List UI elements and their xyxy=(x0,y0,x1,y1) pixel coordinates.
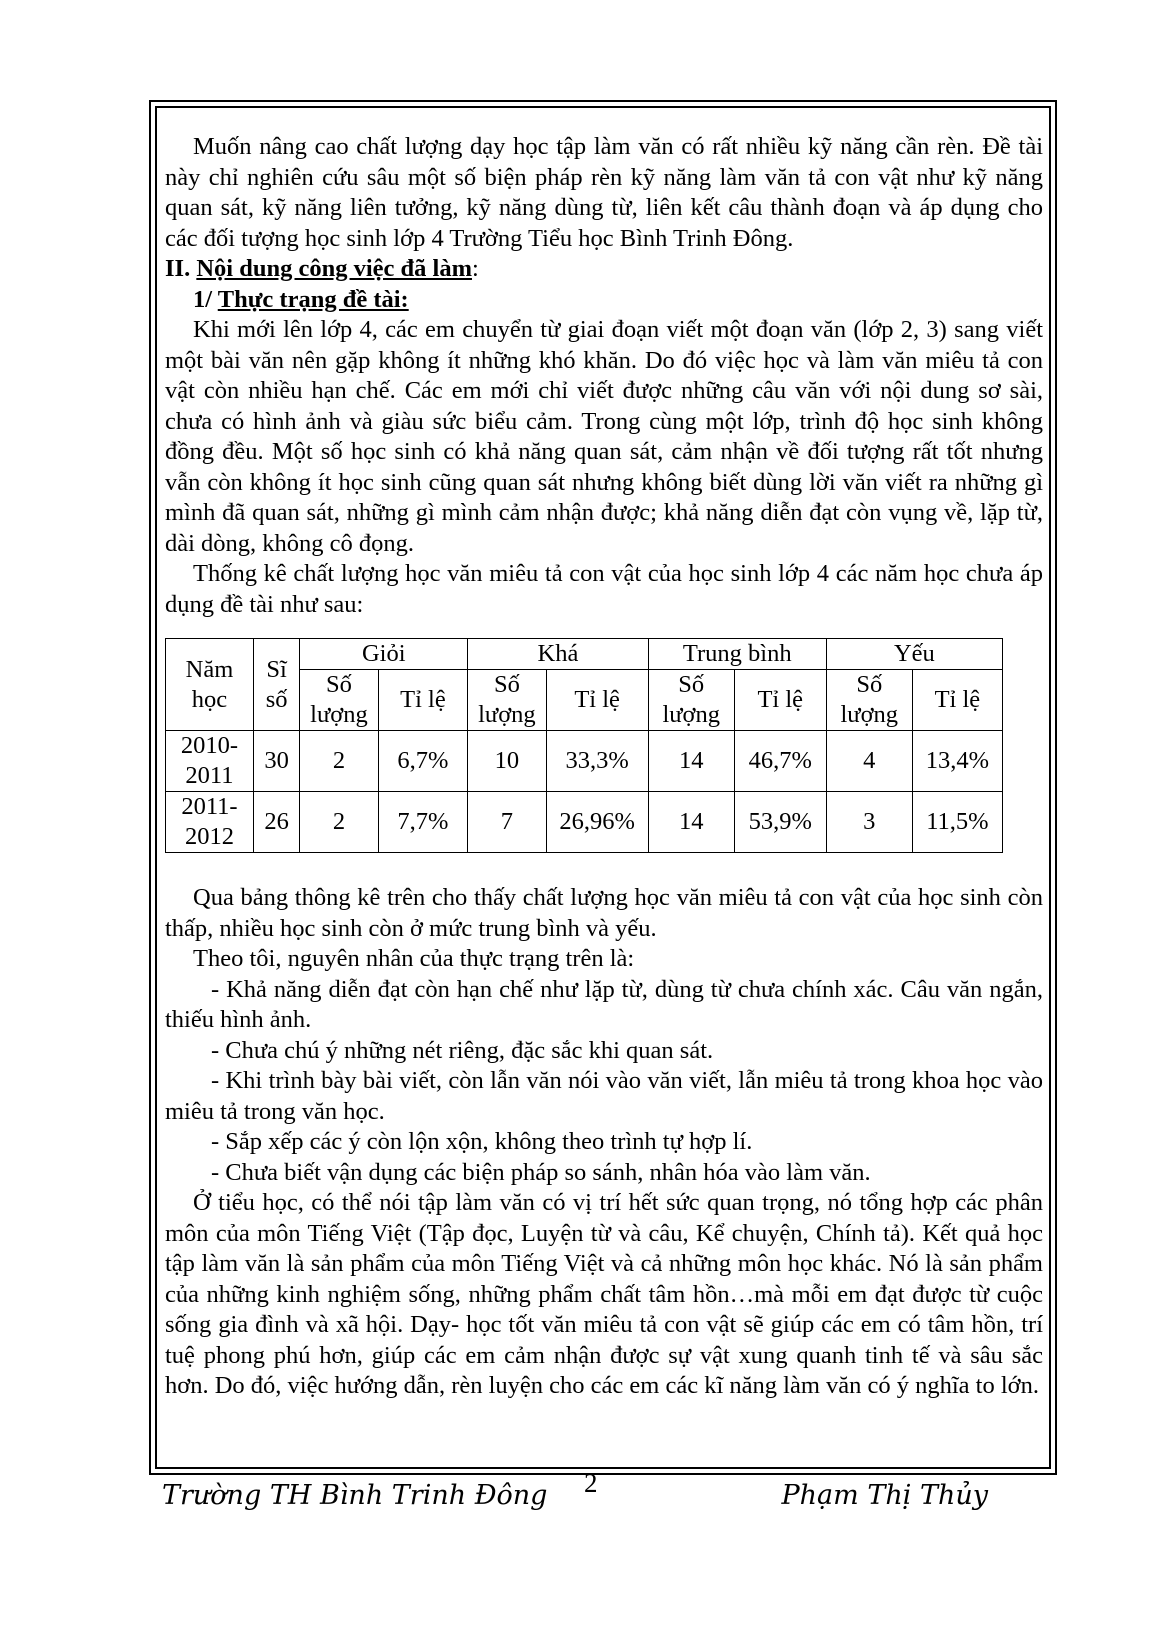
table-header-row xyxy=(166,639,1003,670)
subsection-heading-1-title: Thực trạng đề tài: xyxy=(217,285,409,313)
table-subheader-rate: Tỉ lệ xyxy=(546,670,648,731)
table-cell: 53,9% xyxy=(734,792,826,853)
table-cell: 11,5% xyxy=(912,792,1002,853)
table-cell-total: 30 xyxy=(253,731,299,792)
table-cell: 7,7% xyxy=(378,792,468,853)
table-cell: 13,4% xyxy=(912,731,1002,792)
table-header-group: Yếu xyxy=(826,639,1002,670)
section-heading-2-title: Nội dung công việc đã làm xyxy=(196,255,472,282)
section-heading-2 xyxy=(165,254,1043,285)
table-header-group: Khá xyxy=(468,639,648,670)
table-cell: 2 xyxy=(300,792,378,853)
paragraph-causes-intro: Theo tôi, nguyên nhân của thực trạng trên là: xyxy=(193,945,635,972)
table-cell: 4 xyxy=(826,731,912,792)
bullet-item: - Sắp xếp các ý còn lộn xộn, không theo trình tự hợp lí. xyxy=(211,1128,753,1155)
paragraph-situation: Khi mới lên lớp 4, các em chuyển từ giai đoạn viết một đoạn văn (lớp 2, 3) sang viết một bài văn nên gặp không ít những khó khăn. Do đó việc học và làm văn miêu tả con vật còn nhiều hạn chế. Các em mới chỉ viết được những câu văn với nội dung sơ sài, chưa có hình ảnh và giàu sức biểu cảm. Trong cùng một lớp, trình độ học sinh không đồng đều. Một số học sinh có khả năng quan sát, cảm nhận về đối tượng rất tốt nhưng vẫn còn không ít học sinh cũng quan sát nhưng không biết dùng lời văn viết ra những gì mình đã quan sát, những gì mình cảm nhận được; khả năng diễn đạt còn vụng về, lặp từ, dài dòng, không cô đọng. xyxy=(165,316,1043,557)
section-heading-2-number: II. xyxy=(165,255,197,282)
table-cell: 10 xyxy=(468,731,546,792)
table-subheader-rate: Tỉ lệ xyxy=(378,670,468,731)
table-cell-year: 2011-2012 xyxy=(166,792,254,853)
bullet-item: - Khả năng diễn đạt còn hạn chế như lặp từ, dùng từ chưa chính xác. Câu văn ngắn, thiếu hình ảnh. xyxy=(165,975,1043,1033)
table-row xyxy=(166,731,1003,792)
table-cell: 3 xyxy=(826,792,912,853)
page-number: 2 xyxy=(584,1468,598,1498)
table-header-group: Giỏi xyxy=(300,639,468,670)
table-subheader-count: Số lượng xyxy=(826,670,912,731)
paragraph-statistics-intro: Thống kê chất lượng học văn miêu tả con vật của học sinh lớp 4 các năm học chưa áp dụng đề tài như sau: xyxy=(165,560,1043,618)
table-subheader-count: Số lượng xyxy=(468,670,546,731)
table-subheader-rate: Tỉ lệ xyxy=(912,670,1002,731)
bullet-item: - Khi trình bày bài viết, còn lẫn văn nói vào văn viết, lẫn miêu tả trong khoa học vào miêu tả trong văn học. xyxy=(165,1067,1043,1125)
table-cell-total: 26 xyxy=(253,792,299,853)
subsection-heading-1 xyxy=(165,285,1043,316)
subsection-heading-1-number: 1/ xyxy=(193,285,218,313)
table-header-group: Trung bình xyxy=(648,639,826,670)
paragraph-statistics-conclusion: Qua bảng thông kê trên cho thấy chất lượng học văn miêu tả con vật của học sinh còn thấp, nhiều học sinh còn ở mức trung bình và yếu. xyxy=(165,884,1043,942)
table-header-total: Sĩ số xyxy=(253,639,299,731)
table-subheader-count: Số lượng xyxy=(648,670,734,731)
table-cell: 2 xyxy=(300,731,378,792)
footer-school-name: Trường TH Bình Trinh Đông xyxy=(162,1480,548,1511)
table-cell: 26,96% xyxy=(546,792,648,853)
statistics-table xyxy=(165,638,1003,853)
footer-author-name: Phạm Thị Thủy xyxy=(781,1480,988,1511)
table-cell: 33,3% xyxy=(546,731,648,792)
section-heading-2-colon: : xyxy=(471,255,479,282)
paragraph-importance: Ở tiểu học, có thể nói tập làm văn có vị trí hết sức quan trọng, nó tổng hợp các phân môn của môn Tiếng Việt (Tập đọc, Luyện từ và câu, Kể chuyện, Chính tả). Kết quả học tập làm văn là sản phẩm của môn Tiếng Việt và cả những môn học khác. Nó là sản phẩm của những kinh nghiệm sống, những phẩm chất tâm hồn…mà mỗi em đạt được từ cuộc sống gia đình và xã hội. Dạy- học tốt văn miêu tả con vật sẽ giúp các em có tâm hồn, trí tuệ phong phú hơn, giúp các em cảm nhận được sự vật xung quanh tinh tế và sâu sắc hơn. Do đó, việc hướng dẫn, rèn luyện cho các em các kĩ năng làm văn có ý nghĩa to lớn. xyxy=(165,1189,1043,1399)
table-cell: 46,7% xyxy=(734,731,826,792)
bullet-item: - Chưa chú ý những nét riêng, đặc sắc khi quan sát. xyxy=(211,1036,714,1064)
table-subheader-rate: Tỉ lệ xyxy=(734,670,826,731)
table-cell: 6,7% xyxy=(378,731,468,792)
page-footer xyxy=(0,1468,1158,1530)
table-row xyxy=(166,792,1003,853)
table-cell: 14 xyxy=(648,731,734,792)
table-cell: 14 xyxy=(648,792,734,853)
table-header-year: Năm học xyxy=(166,639,254,731)
document-body xyxy=(165,132,1043,1402)
table-cell: 7 xyxy=(468,792,546,853)
table-subheader-count: Số lượng xyxy=(300,670,378,731)
bullet-item: - Chưa biết vận dụng các biện pháp so sánh, nhân hóa vào làm văn. xyxy=(211,1158,871,1186)
paragraph-intro: Muốn nâng cao chất lượng dạy học tập làm văn có rất nhiều kỹ năng cần rèn. Đề tài này chỉ nghiên cứu sâu một số biện pháp rèn kỹ năng làm văn tả con vật như kỹ năng quan sát, kỹ năng liên tưởng, kỹ năng dùng từ, liên kết câu thành đoạn và áp dụng cho các đối tượng học sinh lớp 4 Trường Tiểu học Bình Trinh Đông. xyxy=(165,133,1043,252)
table-cell-year: 2010-2011 xyxy=(166,731,254,792)
